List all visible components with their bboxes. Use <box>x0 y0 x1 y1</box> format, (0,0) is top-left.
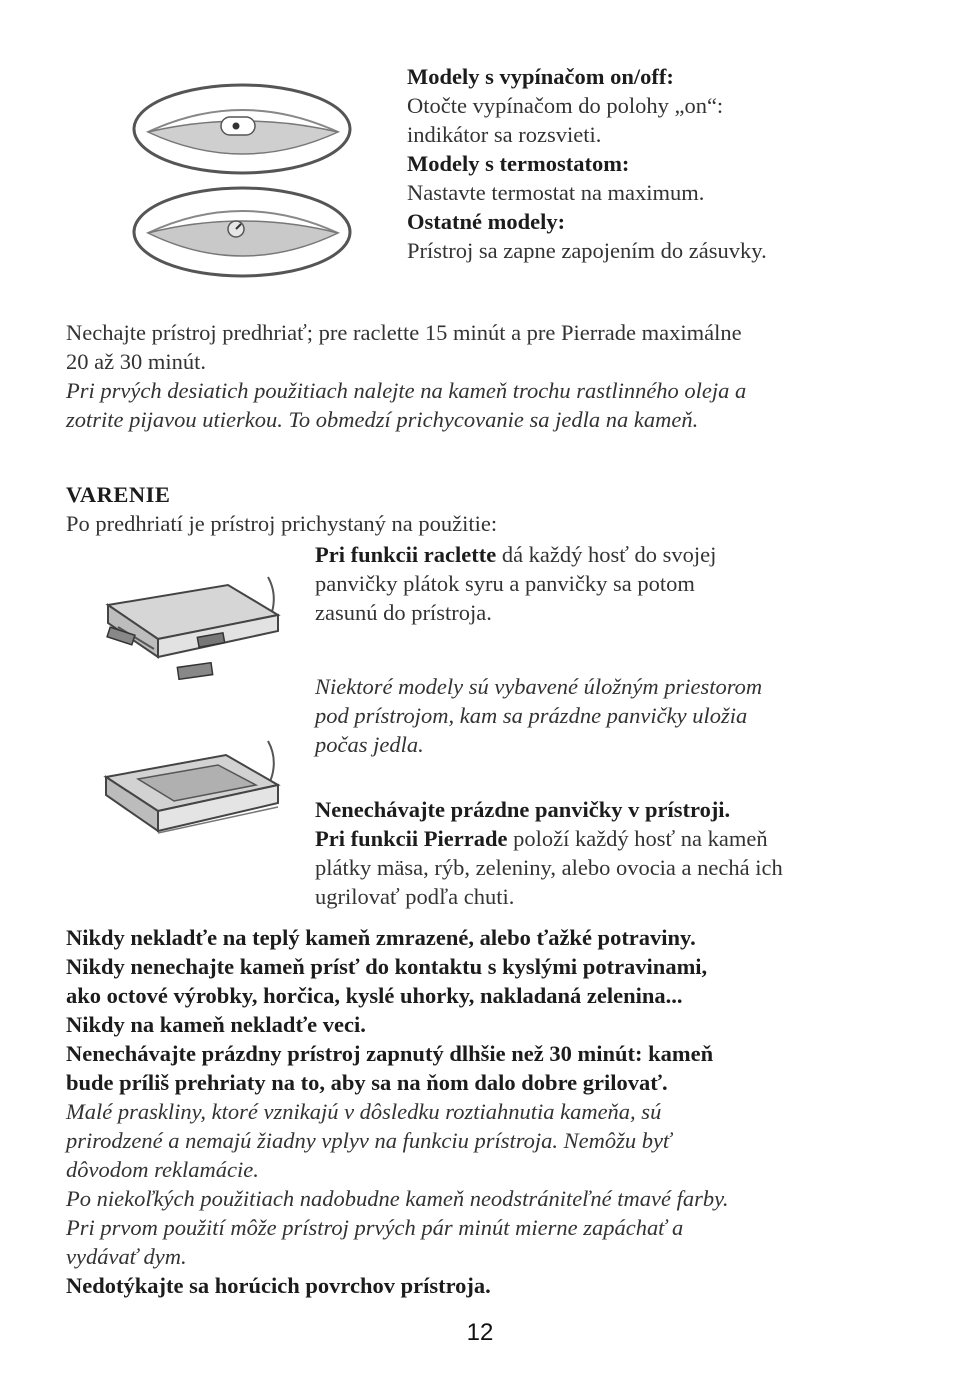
raclette-line1 <box>315 540 716 569</box>
warning-frozen-food: Nikdy nekladťe na teplý kameň zmrazené, alebo ťažké potraviny. <box>66 925 696 950</box>
page-number: 12 <box>466 1319 494 1346</box>
other-models-title: Ostatné modely: <box>407 209 566 234</box>
storage-line1: Niektoré modely sú vybavené úložným priestorom <box>315 674 763 699</box>
note-stone-color: Po niekoľkých použitiach nadobudne kameň neodstrániteľné tmavé farby. <box>66 1186 729 1211</box>
pierrade-section <box>315 795 783 911</box>
raclette-function-label: Pri funkcii raclette <box>315 542 497 567</box>
pierrade-function-label: Pri funkcii Pierrade <box>315 826 508 851</box>
preheat-line2: 20 až 30 minút. <box>66 349 206 374</box>
warning-empty-device-1: Nenechávajte prázdny prístroj zapnutý dlhšie než 30 minút: kameň <box>66 1041 714 1066</box>
warning-hot-surfaces: Nedotýkajte sa horúcich povrchov prístroja. <box>66 1273 491 1298</box>
warning-no-objects: Nikdy na kameň nekladťe veci. <box>66 1012 366 1037</box>
power-on-instructions <box>407 62 767 265</box>
storage-line3: počas jedla. <box>315 732 424 757</box>
switch-models-line1: Otočte vypínačom do polohy „on“: <box>407 93 724 118</box>
pierrade-line1-rest: položí každý hosť na kameň <box>507 826 768 851</box>
pierrade-line1 <box>315 824 783 853</box>
other-models-line: Prístroj sa zapne zapojením do zásuvky. <box>407 238 767 263</box>
raclette-line2: panvičky plátok syru a panvičky sa potom <box>315 571 695 596</box>
switch-models-title: Modely s vypínačom on/off: <box>407 64 674 89</box>
cooking-intro: Po predhriatí je prístroj prichystaný na použitie: <box>66 511 498 536</box>
thermostat-models-title: Modely s termostatom: <box>407 151 630 176</box>
storage-note <box>315 672 762 759</box>
note-cracks-1: Malé praskliny, ktoré vznikajú v dôsledku roztiahnutia kameňa, sú <box>66 1099 662 1124</box>
preheat-oil-note2: zotrite pijavou utierkou. To obmedzí prichycovanie sa jedla na kameň. <box>66 407 699 432</box>
safety-warnings <box>66 923 728 1300</box>
switch-illustration <box>128 80 360 180</box>
pierrade-line3: ugrilovať podľa chuti. <box>315 884 515 909</box>
pierrade-illustration <box>78 733 298 863</box>
pierrade-line2: plátky mäsa, rýb, zeleniny, alebo ovocia a nechá ich <box>315 855 783 880</box>
warning-acidic-food-1: Nikdy nenechajte kameň prísť do kontaktu s kyslými potravinami, <box>66 954 708 979</box>
thermostat-illustration <box>128 183 360 283</box>
empty-pans-warning: Nenechávajte prázdne panvičky v prístroji. <box>315 797 731 822</box>
note-cracks-3: dôvodom reklamácie. <box>66 1157 259 1182</box>
warning-empty-device-2: bude príliš prehriaty na to, aby sa na ňom dalo dobre grilovať. <box>66 1070 668 1095</box>
storage-line2: pod prístrojom, kam sa prázdne panvičky uložia <box>315 703 748 728</box>
switch-models-line2: indikátor sa rozsvieti. <box>407 122 602 147</box>
raclette-line3: zasunú do prístroja. <box>315 600 492 625</box>
note-first-use-1: Pri prvom použití môže prístroj prvých pár minút mierne zapáchať a <box>66 1215 684 1240</box>
raclette-line1-rest: dá každý hosť do svojej <box>496 542 717 567</box>
cooking-heading: VARENIE <box>66 482 171 507</box>
warning-acidic-food-2: ako octové výrobky, horčica, kyslé uhorky, nakladaná zelenina... <box>66 983 683 1008</box>
note-first-use-2: vydávať dym. <box>66 1244 187 1269</box>
preheat-line1: Nechajte prístroj predhriať; pre raclette 15 minút a pre Pierrade maximálne <box>66 320 742 345</box>
note-cracks-2: prirodzené a nemajú žiadny vplyv na funkciu prístroja. Nemôžu byť <box>66 1128 672 1153</box>
cooking-section <box>66 480 497 538</box>
raclette-illustration <box>78 565 298 695</box>
raclette-section <box>315 540 716 627</box>
preheat-oil-note1: Pri prvých desiatich použitiach nalejte na kameň trochu rastlinného oleja a <box>66 378 747 403</box>
preheat-section <box>66 318 746 434</box>
thermostat-models-line: Nastavte termostat na maximum. <box>407 180 705 205</box>
